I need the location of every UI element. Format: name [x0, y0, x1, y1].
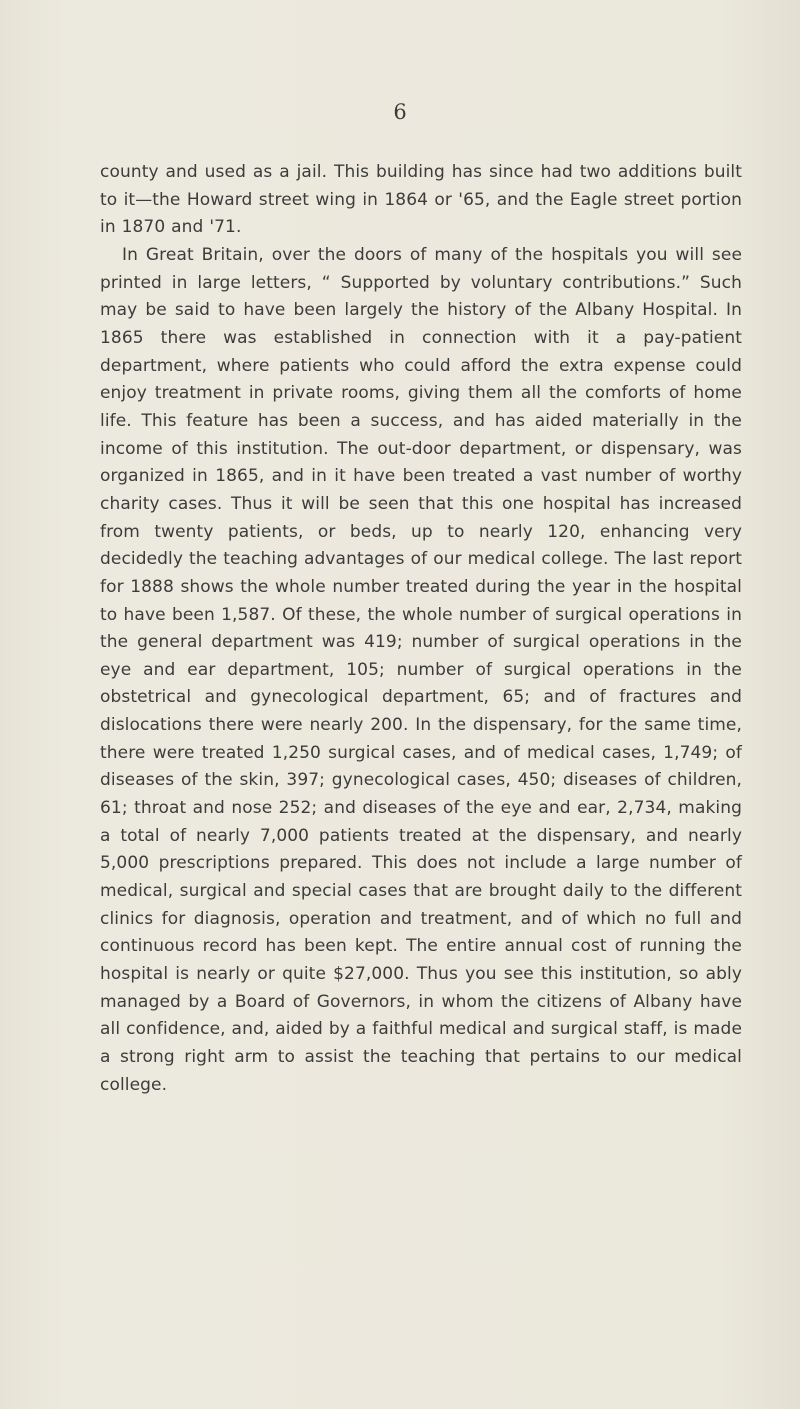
paragraph-2: In Great Britain, over the doors of many of the hospitals you will see printed in large letters, “ Supported by voluntary contributions.” Such may be said to have been largely the history of the Albany Hospital. In 1865 there was established in connection with it a pay-patient department, where patients who could afford the extra expense could enjoy treatment in private rooms, giving them all the comforts of home life. This feature has been a success, and has aided materially in the income of this institution. The out-door department, or dispensary, was organized in 1865, and in it have been treated a vast number of worthy charity cases. Thus it will be seen that this one hospital has increased from twenty patients, or beds, up to nearly 120, enhancing very decidedly the teaching advantages of our medical college. The last report for 1888 shows the whole number treated during the year in the hospital to have been 1,587. Of these, the whole number of surgical operations in the general department was 419; number of surgical operations in the eye and ear department, 105; number of surgical operations in the obstetrical and gynecological department, 65; and of fractures and dislocations there were nearly 200. In the dispensary, for the same time, there were treated 1,250 surgical cases, and of medical cases, 1,749; of diseases of the skin, 397; gynecological cases, 450; diseases of children, 61; throat and nose 252; and diseases of the eye and ear, 2,734, making a total of nearly 7,000 patients treated at the dispensary, and nearly 5,000 prescriptions prepared. This does not include a large number of medical, surgical and special cases that are brought daily to the different clinics for diagnosis, operation and treatment, and of which no full and continuous record has been kept. The entire annual cost of running the hospital is nearly or quite $27,000. Thus you see this institution, so ably managed by a Board of Governors, in whom the citizens of Albany have all confidence, and, aided by a faithful medical and surgical staff, is made a strong right arm to assist the teaching that pertains to our medical college.: [100, 244, 742, 1095]
body-text: [100, 159, 742, 1099]
page-number: 6: [393, 100, 407, 124]
paragraph-1: county and used as a jail. This building has since had two additions built to it—the Howard street wing in 1864 or '65, and the Eagle street portion in 1870 and '71.: [100, 162, 742, 238]
